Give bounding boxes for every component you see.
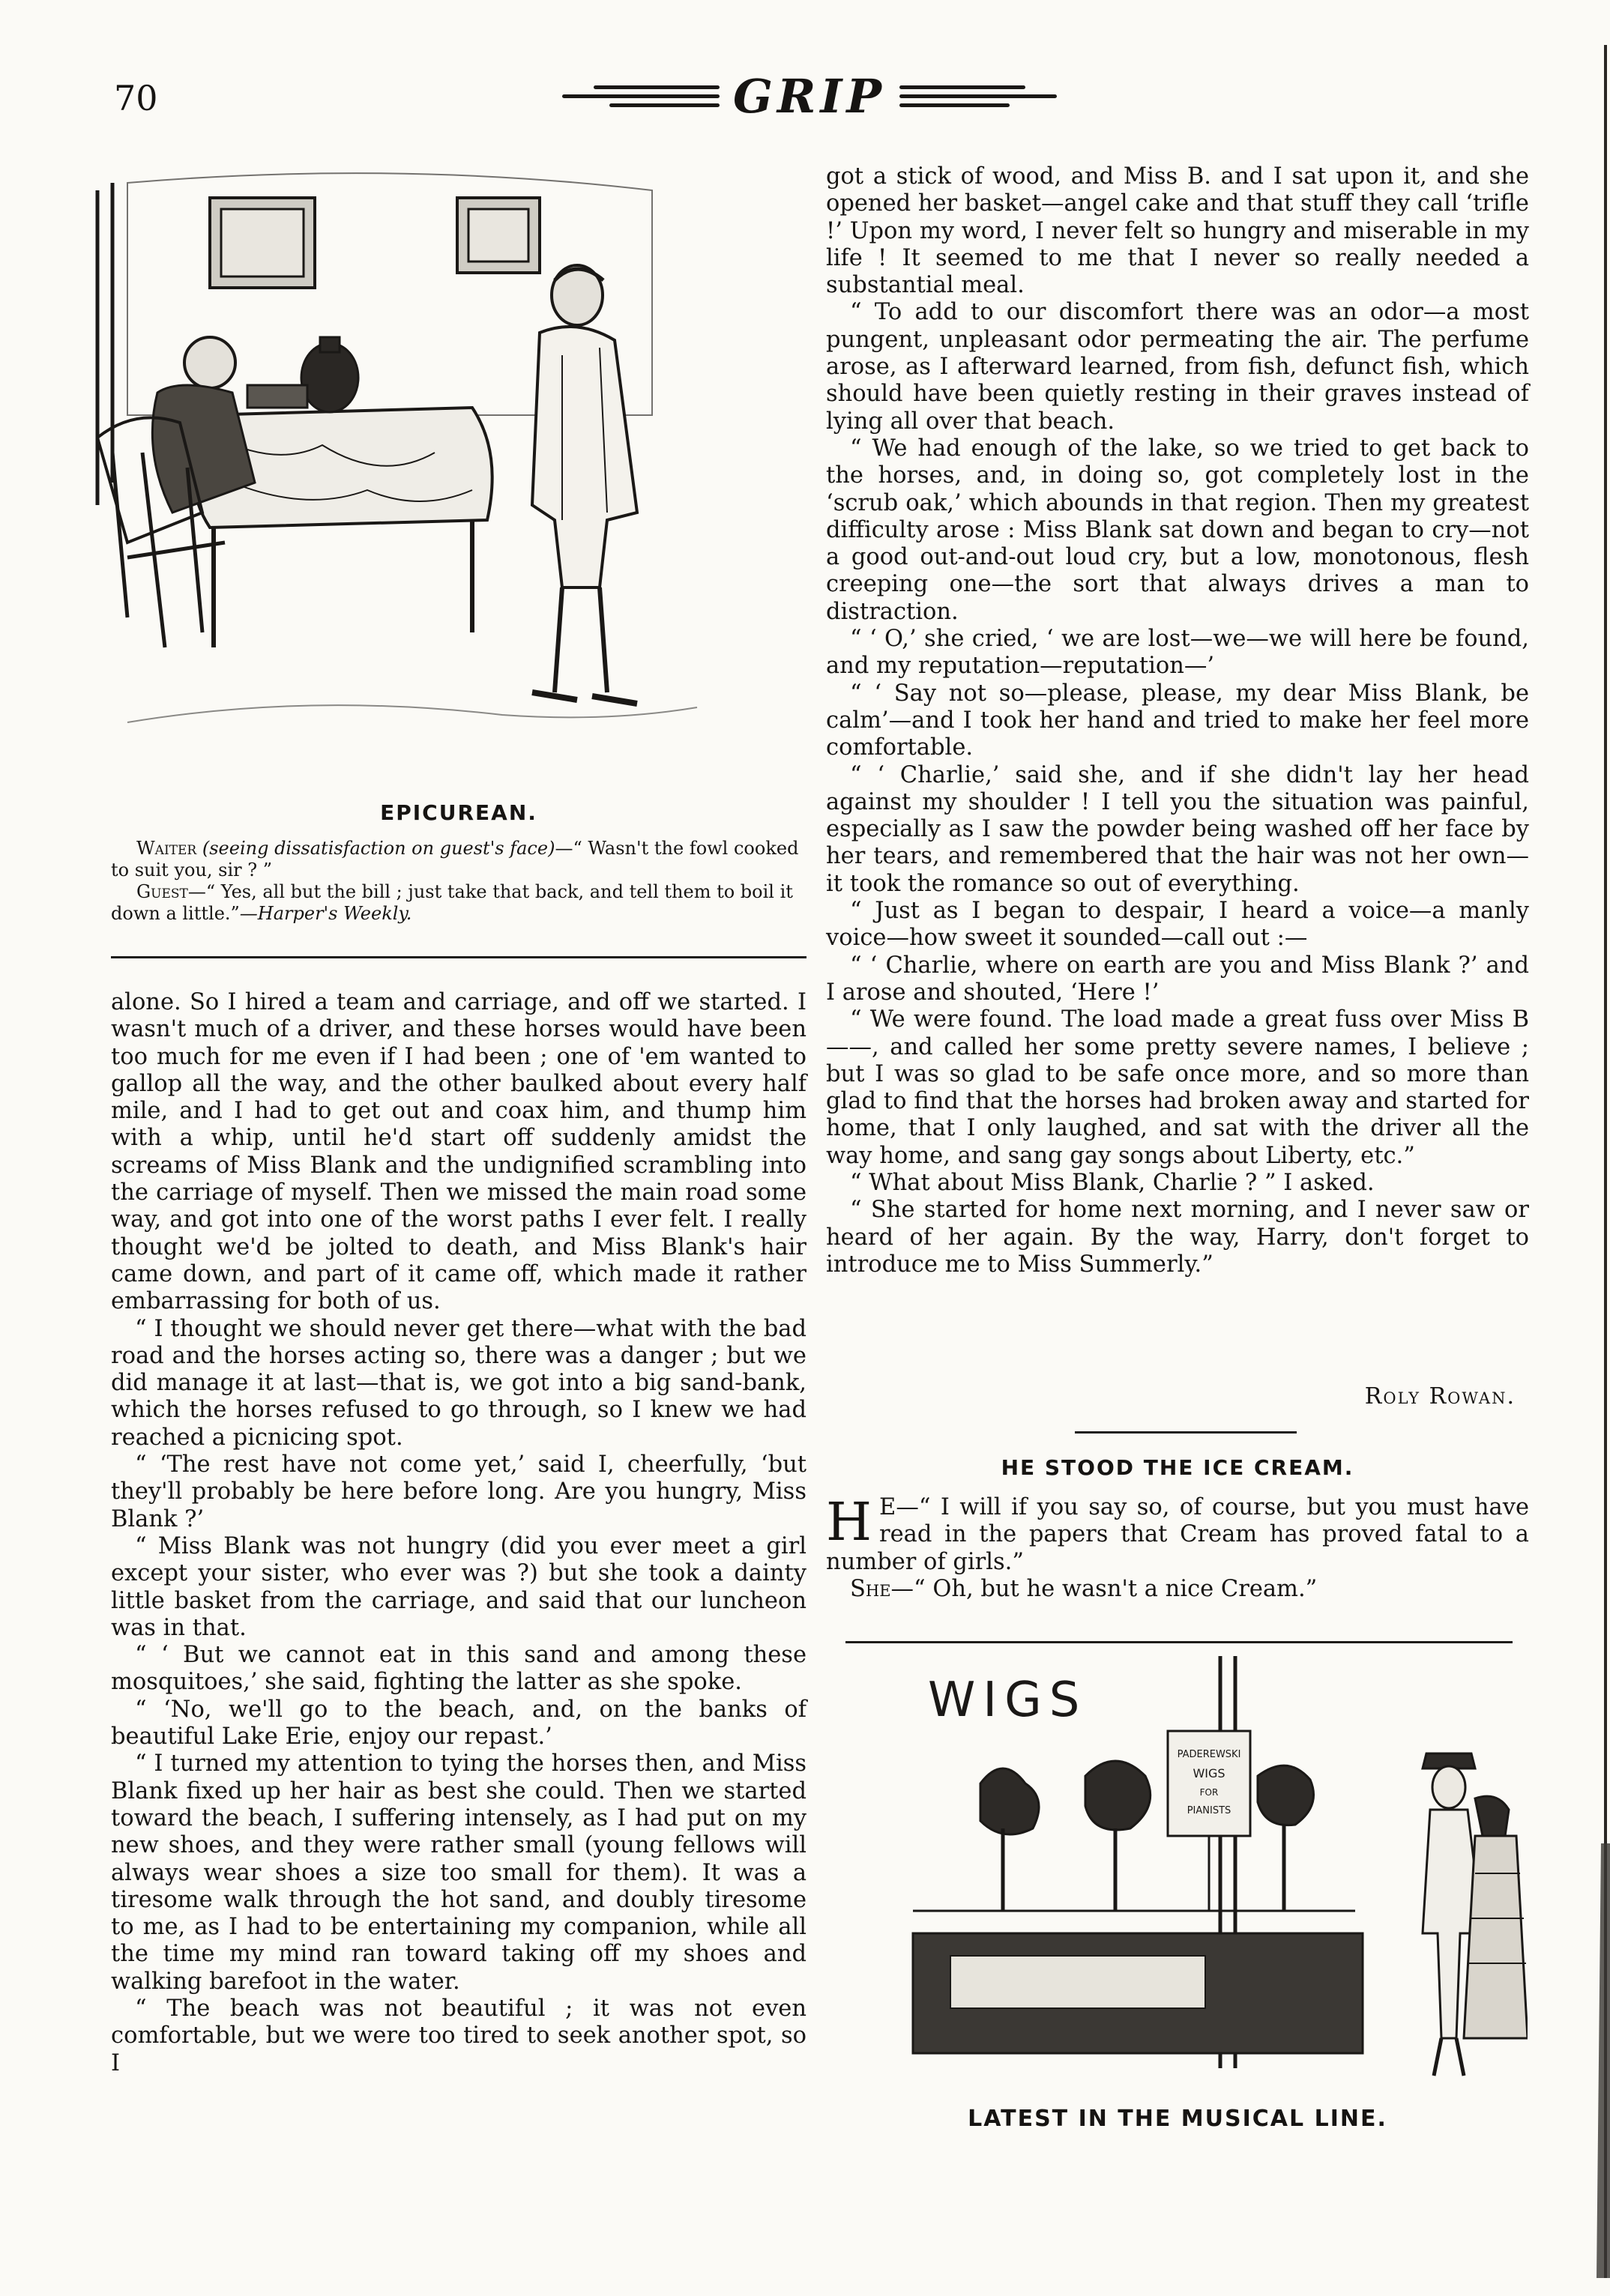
epicurean-illustration	[82, 168, 802, 790]
ice-cream-joke	[826, 1491, 1529, 1603]
wigs-shop-illustration	[905, 1649, 1528, 2092]
masthead-title: GRIP	[732, 69, 887, 124]
placard-line: FOR	[1199, 1787, 1219, 1798]
section-divider	[111, 956, 806, 958]
placard-line: PADEREWSKI	[1177, 1749, 1241, 1760]
short-divider	[1075, 1431, 1297, 1434]
he-speaker-rest: E	[879, 1494, 896, 1520]
right-paragraph: “ We had enough of the lake, so we tried to get back to the horses, and, in doing so, got completely lost in the ‘scrub oak,’ which abounds in that region. Then my greatest difficulty arose : Miss Blank sat down and began to cry—not a good out-and-out loud cry, but a low, monotonous, flesh creeping one—the sort that always drives a man to distraction.	[826, 435, 1529, 625]
drop-cap: H	[826, 1491, 872, 1553]
left-paragraph: “ ‘ But we cannot eat in this sand and among these mosquitoes,’ she said, fighting the latter as she spoke.	[111, 1642, 806, 1696]
epicurean-title: EPICUREAN.	[380, 800, 537, 825]
ice-cream-title: HE STOOD THE ICE CREAM.	[1001, 1455, 1354, 1480]
page-number: 70	[114, 78, 158, 118]
she-line: —“ Oh, but he wasn't a nice Cream.”	[890, 1575, 1318, 1602]
left-paragraph: “ I turned my attention to tying the horses then, and Miss Blank fixed up her hair as best she could. Then we started toward the beach, I suffering intensely, as I had put on my new shoes, and they were rather small (young fellows will always wear shoes a size too small for them). It was a tiresome walk through the hot sand, and doubly tiresome to me, as I had to be entertaining my companion, while all the time my mind ran toward taking off my shoes and walking barefoot in the water.	[111, 1750, 806, 1995]
guest-line: —“ Yes, all but the bill ; just take that back, and tell them to boil it down a little.”	[111, 881, 793, 924]
placard-line: WIGS	[1193, 1766, 1225, 1780]
he-line: —“ I will if you say so, of course, but you must have read in the papers that Cream has proved fatal to a number of girls.”	[826, 1494, 1529, 1575]
left-paragraph: “ Miss Blank was not hungry (did you ever meet a girl except your sister, who ever was ?) but she took a dainty little basket from the carriage, and said that our luncheon was in that.	[111, 1532, 806, 1641]
right-paragraph: “ ‘ Say not so—please, please, my dear Miss Blank, be calm’—and I took her hand and tried to make her feel more comfortable.	[826, 680, 1529, 761]
right-paragraph: got a stick of wood, and Miss B. and I sat upon it, and she opened her basket—angel cake and that stuff they call ‘trifle !’ Upon my word, I never felt so hungry and miserable in my life ! It seemed to me that I never so really needed a substantial meal.	[826, 163, 1529, 299]
right-paragraph: “ ‘ Charlie,’ said she, and if she didn't lay her head against my shoulder ! I tell you the situation was painful, especially as I saw the powder being washed off her face by her tears, and remembered that the hair was not her own—it took the romance so out of everything.	[826, 761, 1529, 897]
right-paragraph: “ ‘ Charlie, where on earth are you and Miss Blank ?’ and I arose and shouted, ‘Here !’	[826, 952, 1529, 1006]
masthead	[525, 69, 1094, 124]
epicurean-caption	[111, 838, 806, 925]
right-paragraph: “ We were found. The load made a great fuss over Miss B——, and called her some pretty severe names, I believe ; but I was so glad to be safe once more, and so more than glad to find that the horses had broken away and started for home, that I only laughed, and sat with the driver all the way home, and sang gay songs about Liberty, etc.”	[826, 1006, 1529, 1169]
left-paragraph: alone. So I hired a team and carriage, and off we started. I wasn't much of a driver, and these horses would have been too much for me even if I had been ; one of 'em wanted to gallop all the way, and the other baulked about every half mile, and I had to get out and coax him, and thump him with a whip, until he'd start off suddenly amidst the screams of Miss Blank and the undignified scrambling into the carriage of myself. Then we missed the main road some way, and got into one of the worst paths I ever felt. I really thought we'd be jolted to death, and Miss Blank's hair came down, and part of it came off, which made it rather embarrassing for both of us.	[111, 989, 806, 1315]
he-dialogue	[826, 1491, 1529, 1576]
masthead-rule-right	[899, 85, 1057, 107]
right-column	[826, 163, 1529, 1278]
guest-speaker: Guest	[136, 881, 188, 902]
right-paragraph: “ ‘ O,’ she cried, ‘ we are lost—we—we will here be found, and my reputation—reputation—’	[826, 626, 1529, 680]
right-paragraph: “ Just as I began to despair, I heard a voice—a manly voice—how sweet it sounded—call out :—	[826, 898, 1529, 952]
she-speaker: She	[850, 1575, 891, 1602]
left-paragraph: “ The beach was not beautiful ; it was not even comfortable, but we were too tired to seek another spot, so I	[111, 1995, 806, 2076]
wigs-sign-text: WIGS	[928, 1673, 1088, 1728]
guest-dialogue	[111, 881, 806, 925]
illustration-divider	[845, 1641, 1513, 1643]
right-paragraph: “ To add to our discomfort there was an odor—a most pungent, unpleasant odor permeating the air. The perfume arose, as I afterward learned, from fish, defunct fish, which should have been quietly resting in their graves instead of lying all over that beach.	[826, 299, 1529, 435]
waiter-line: —“ Wasn't the fowl cooked to suit you, sir ? ”	[111, 838, 799, 880]
right-paragraph: “ What about Miss Blank, Charlie ? ” I asked.	[850, 1169, 1375, 1196]
right-paragraph: “ She started for home next morning, and I never saw or heard of her again. By the way, Harry, don't forget to introduce me to Miss Summerly.”	[826, 1197, 1529, 1278]
left-paragraph: “ ‘No, we'll go to the beach, and, on the banks of beautiful Lake Erie, enjoy our repast.’	[111, 1696, 806, 1750]
caption-credit: —Harper's Weekly.	[239, 903, 412, 924]
left-paragraph: “ ‘The rest have not come yet,’ said I, cheerfully, ‘but they'll probably be here before long. Are you hungry, Miss Blank ?’	[111, 1451, 806, 1532]
masthead-rule-left	[562, 85, 720, 107]
waiter-speaker: Waiter	[136, 838, 197, 859]
waiter-dialogue	[111, 838, 806, 881]
page-edge-binding	[1567, 45, 1610, 2278]
she-dialogue	[826, 1576, 1529, 1603]
wigs-caption: LATEST IN THE MUSICAL LINE.	[968, 2106, 1387, 2132]
left-paragraph: “ I thought we should never get there—what with the bad road and the horses acting so, there was a danger ; but we did manage it at last—that is, we got into a big sand-bank, which the horses refused to go through, so I knew we had reached a picnicing spot.	[111, 1315, 806, 1451]
left-column	[111, 989, 806, 2077]
placard-line: PIANISTS	[1187, 1805, 1231, 1816]
waiter-direction: (seeing dissatisfaction on guest's face)	[202, 838, 555, 859]
author-signature: Roly Rowan.	[1364, 1383, 1516, 1410]
